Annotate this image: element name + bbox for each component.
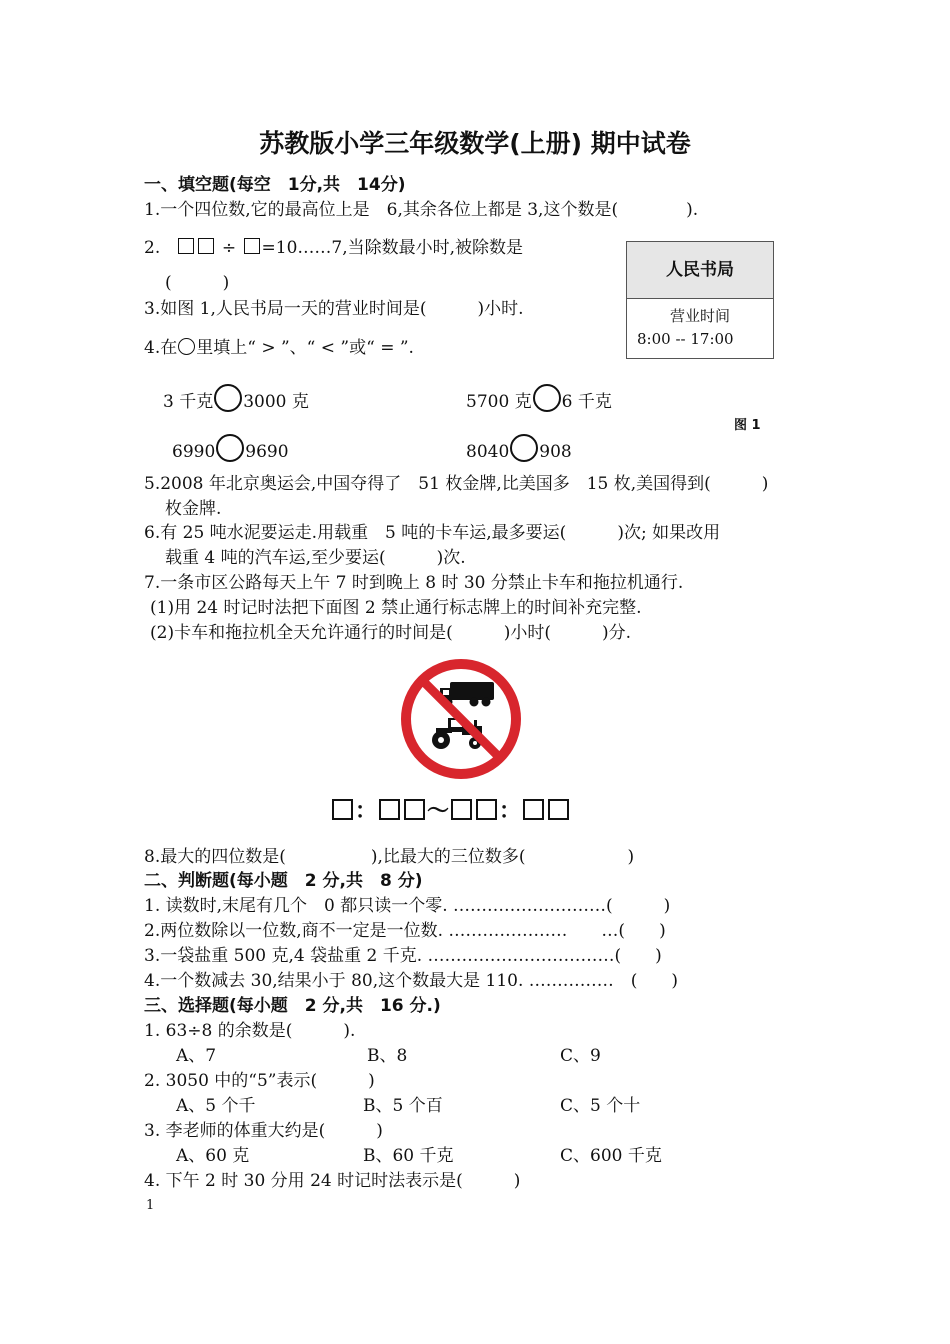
circle-icon — [533, 384, 561, 412]
bookstore-name: 人民书局 — [627, 242, 773, 299]
compare-right: 9690 — [245, 442, 289, 462]
circle-icon — [510, 434, 538, 462]
compare-left: 3 千克 — [163, 392, 214, 412]
circle-icon — [216, 434, 244, 462]
choice-4: 4. 下午 2 时 30 分用 24 时记时法表示是( ) — [144, 1171, 521, 1191]
question-1-6: 6.有 25 吨水泥要运走.用载重 5 吨的卡车运,最多要运( )次; 如果改用 — [144, 523, 721, 543]
section-1-heading: 一、填空题(每空 1分,共 14分) — [144, 175, 406, 195]
compare-3 — [172, 434, 289, 462]
compare-4 — [466, 434, 572, 462]
blank-square — [379, 799, 400, 820]
compare-left: 6990 — [172, 442, 216, 462]
question-1-6-cont: 载重 4 吨的汽车运,至少要运( )次. — [165, 548, 466, 568]
q2-number: 2. — [144, 238, 161, 258]
page-title: 苏教版小学三年级数学(上册) 期中试卷 — [259, 129, 691, 158]
tilde: ～ — [427, 798, 450, 824]
section-2-heading: 二、判断题(每小题 2 分,共 8 分) — [144, 871, 423, 891]
q4-prefix: 4.在 — [144, 338, 178, 358]
choice-3-a: A、60 克 — [176, 1146, 250, 1166]
judge-2: 2.两位数除以一位数,商不一定是一位数. ………………… …( ) — [144, 921, 666, 941]
question-1-3: 3.如图 1,人民书局一天的营业时间是( )小时. — [144, 299, 524, 319]
hours-value: 8:00 -- 17:00 — [637, 330, 734, 348]
judge-3: 3.一袋盐重 500 克,4 袋盐重 2 千克. ……………………………( ) — [144, 946, 662, 966]
colon: ： — [355, 798, 378, 824]
choice-3-c: C、600 千克 — [560, 1146, 662, 1166]
bookstore-sign — [626, 241, 774, 359]
blank-square — [548, 799, 569, 820]
compare-right: 3000 克 — [243, 392, 309, 412]
blank-square — [523, 799, 544, 820]
question-1-2-answer: ( ) — [165, 273, 230, 293]
question-1-4 — [144, 333, 414, 358]
question-1-7-1: (1)用 24 时记时法把下面图 2 禁止通行标志牌上的时间补充完整. — [150, 598, 642, 618]
colon: ： — [499, 798, 522, 824]
page-number: 1 — [146, 1198, 155, 1213]
choice-1-c: C、9 — [560, 1046, 601, 1066]
circle-icon — [214, 384, 242, 412]
choice-1-b: B、8 — [367, 1046, 408, 1066]
blank-square — [332, 799, 353, 820]
compare-2 — [466, 384, 612, 412]
question-1-2 — [144, 233, 523, 258]
hours-label: 营业时间 — [669, 307, 730, 325]
sign-time-blanks — [330, 794, 571, 825]
question-1-1: 1.一个四位数,它的最高位上是 6,其余各位上都是 3,这个数是( ). — [144, 200, 699, 220]
compare-left: 8040 — [466, 442, 510, 462]
choice-2-b: B、5 个百 — [363, 1096, 443, 1116]
question-1-8: 8.最大的四位数是( ),比最大的三位数多( ) — [144, 847, 635, 867]
no-truck-tractor-sign — [398, 656, 524, 782]
compare-right: 908 — [539, 442, 572, 462]
choice-1: 1. 63÷8 的余数是( ). — [144, 1021, 356, 1041]
question-1-7: 7.一条市区公路每天上午 7 时到晚上 8 时 30 分禁止卡车和拖拉机通行. — [144, 573, 684, 593]
circle-icon — [178, 338, 195, 355]
section-3-heading: 三、选择题(每小题 2 分,共 16 分.) — [144, 996, 441, 1016]
compare-right: 6 千克 — [561, 392, 612, 412]
choice-2-c: C、5 个十 — [560, 1096, 641, 1116]
blank-square — [404, 799, 425, 820]
choice-3: 3. 李老师的体重大约是( ) — [144, 1121, 383, 1141]
divide-sign: ÷ — [221, 238, 237, 258]
judge-1: 1. 读数时,末尾有几个 0 都只读一个零. ………………………( ) — [144, 896, 671, 916]
blank-square — [244, 238, 260, 254]
blank-square — [451, 799, 472, 820]
figure-1-caption: 图 1 — [734, 418, 761, 433]
blank-square — [476, 799, 497, 820]
judge-4: 4.一个数减去 30,结果小于 80,这个数最大是 110. …………… ( ) — [144, 971, 679, 991]
blank-square — [178, 238, 194, 254]
choice-2-a: A、5 个千 — [176, 1096, 256, 1116]
q2-text: =10……7,当除数最小时,被除数是 — [261, 238, 524, 258]
choice-2: 2. 3050 中的“5”表示( ) — [144, 1071, 375, 1091]
question-1-5-cont: 枚金牌. — [165, 499, 222, 519]
q4-suffix: 里填上“ > ”、“ < ”或“ = ”. — [196, 338, 414, 358]
choice-1-a: A、7 — [176, 1046, 217, 1066]
compare-left: 5700 克 — [466, 392, 532, 412]
choice-3-b: B、60 千克 — [363, 1146, 454, 1166]
question-1-5: 5.2008 年北京奥运会,中国夺得了 51 枚金牌,比美国多 15 枚,美国得到( ) — [144, 474, 769, 494]
blank-square — [198, 238, 214, 254]
compare-1 — [163, 384, 309, 412]
question-1-7-2: (2)卡车和拖拉机全天允许通行的时间是( )小时( )分. — [150, 623, 632, 643]
